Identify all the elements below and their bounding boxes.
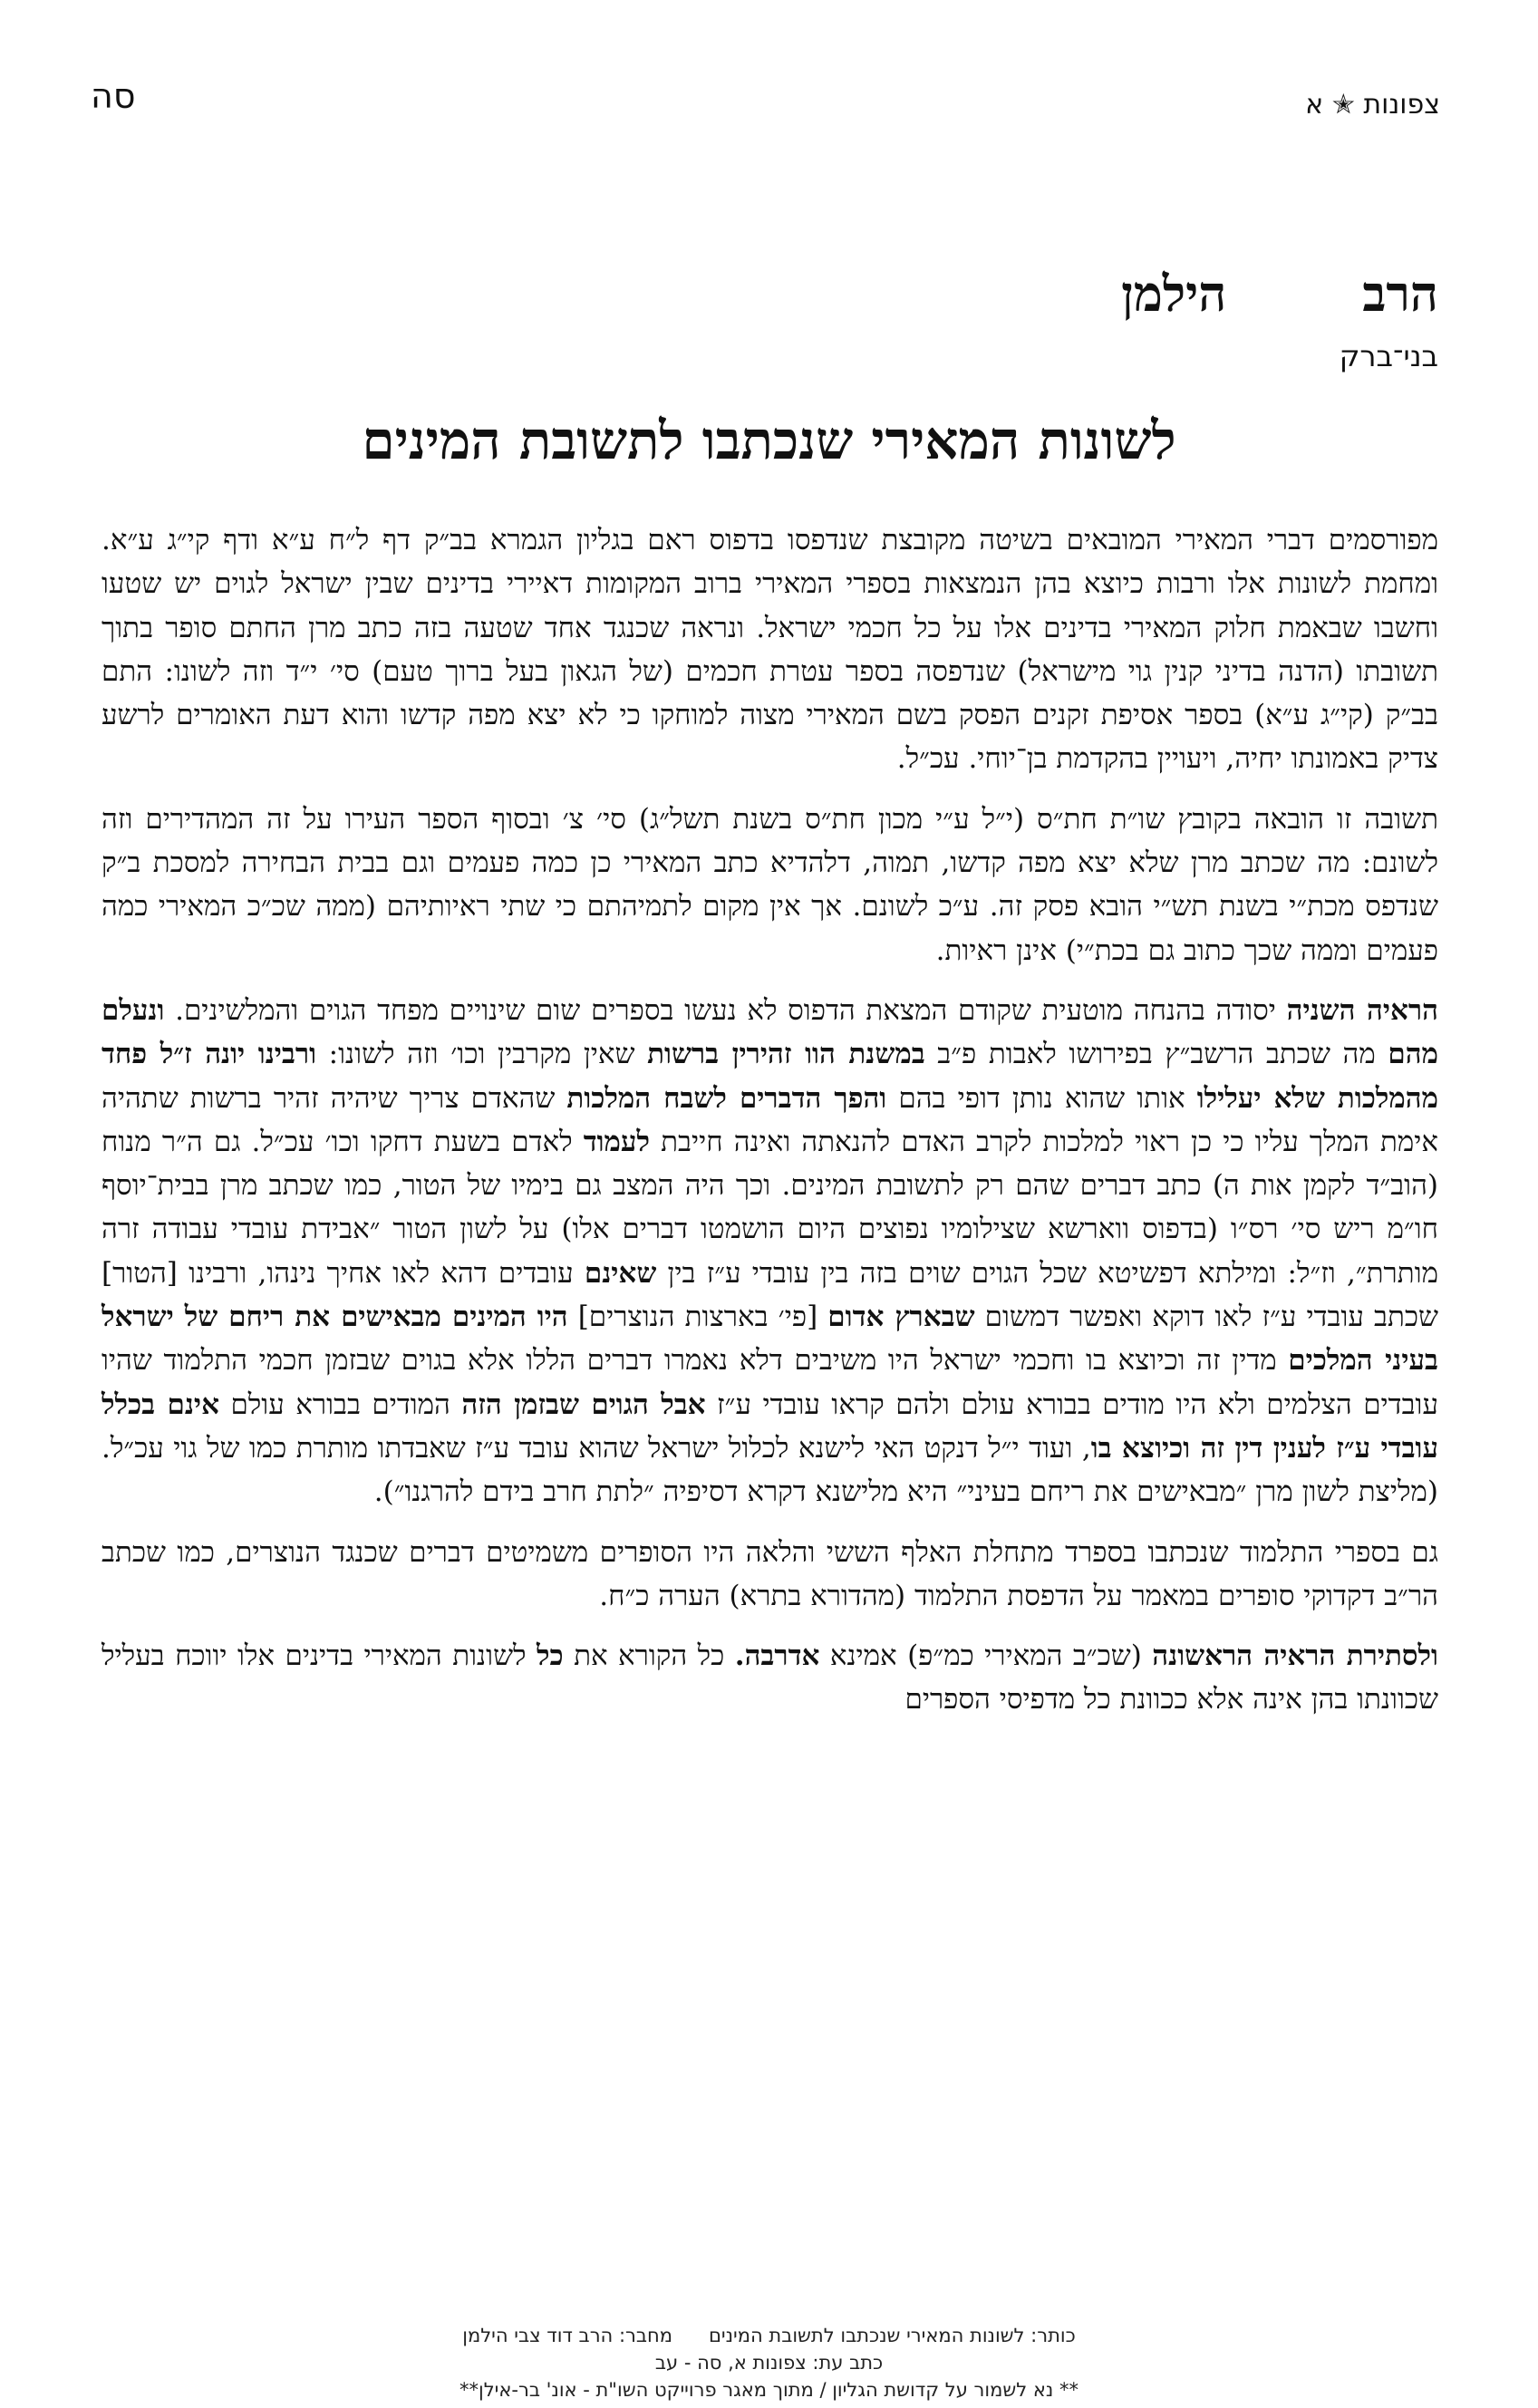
bold-phrase: שבארץ אדום bbox=[827, 1301, 975, 1334]
footer-journal: כתב עת: צפונות א, סה - עב bbox=[654, 2352, 884, 2374]
citation-footer bbox=[0, 2322, 1538, 2403]
paragraph bbox=[102, 1634, 1438, 1722]
text-run: [פי׳ בארצות הנוצרים] bbox=[567, 1301, 828, 1334]
bold-phrase: היו המינים מבאישים את ריחם של ישראל בעיני המלכים bbox=[102, 1301, 1439, 1378]
bold-phrase: הראיה הראשונה bbox=[1152, 1639, 1336, 1673]
article-body bbox=[102, 518, 1438, 1738]
paragraph bbox=[102, 798, 1438, 972]
text-run: לשונות המאירי בדינים אלו יווכח בעליל שכוונתו בהן אינה אלא ככוונת כל מדפיסי הספרים bbox=[102, 1639, 1438, 1717]
page-number: סה bbox=[91, 76, 136, 116]
bold-phrase: והפך הדברים לשבח המלכות bbox=[566, 1081, 887, 1115]
author-location: בני־ברק bbox=[1339, 339, 1438, 374]
running-title: צפונות ✭ א bbox=[1305, 89, 1440, 121]
text-run: כל הקורא את bbox=[563, 1639, 735, 1673]
footer-line-1 bbox=[0, 2322, 1538, 2349]
bold-phrase: אבל הגוים שבזמן הזה bbox=[461, 1388, 706, 1421]
author-block bbox=[931, 267, 1438, 373]
text-run: גם בספרי התלמוד שנכתבו בספרד מתחלת האלף הששי והלאה היו הסופרים משמיטים דברים שכנגד הנוצרים, כמו שכתב הר״ב דקדוקי סופרים במאמר על הדפסת התלמוד (מהדורא בתרא) הערה כ״ח. bbox=[102, 1535, 1438, 1612]
author-title: הרב bbox=[1362, 265, 1438, 323]
bold-phrase: אדרבה. bbox=[734, 1639, 820, 1673]
bold-phrase: ונעלם מהם bbox=[102, 993, 1438, 1071]
text-run: (שכ״ב המאירי כמ״פ) אמינא bbox=[819, 1639, 1153, 1673]
author-surname: הילמן bbox=[1121, 265, 1227, 323]
bold-phrase: כל bbox=[536, 1639, 564, 1673]
bold-phrase: ולסתירת bbox=[1335, 1639, 1438, 1673]
bold-phrase: ורבינו יונה ז״ל פחד מהמלכות שלא יעלילו bbox=[102, 1038, 1438, 1115]
bold-phrase: שאינם bbox=[584, 1256, 657, 1290]
text-run: לאדם בשעת דחקו וכו׳ עכ״ל. גם ה״ר מנוח (הוב״ד לקמן אות ה) כתב דברים שהם רק לתשובת המינים. וכך היה המצב גם בימיו של הטור, כמו שכתב מרן בבית־יוסף חו״מ ריש סי׳ רס״ו (בדפוס ווארשא שצילומיו נפוצים היום הושמטו דברים אלו) על לשון הטור ״אבידת עובדי עבודה זרה מותרת״, וז״ל: ומילתא דפשיטא שכל הגוים שוים בזה בין עובדי ע״ז בין bbox=[102, 1125, 1439, 1290]
text-run: מדין זה וכיוצא בו וחכמי ישראל היו משיבים דלא נאמרו דברים הללו אלא בגוים שבזמן חכמי התלמוד שהיו עובדים הצלמים ולא היו מודים בבורא עולם ולהם קראו עובדי ע״ז bbox=[102, 1344, 1438, 1421]
text-run: שהאדם צריך שיהיה זהיר ברשות שתהיה אימת המלך עליו כי כן ראוי למלכות לקרב האדם להנאתה ואינה חייבת bbox=[102, 1081, 1438, 1158]
text-run: שאין מקרבין וכו׳ וזה לשונו: bbox=[316, 1038, 648, 1071]
text-run: עובדים דהא לאו אחיך נינהו, ורבינו [הטור] שכתב עובדי ע״ז לאו דוקא ואפשר דמשום bbox=[102, 1256, 1438, 1334]
bold-phrase: במשנת הוו זהירין ברשות bbox=[647, 1038, 925, 1071]
paragraph bbox=[102, 518, 1438, 781]
paragraph bbox=[102, 1531, 1438, 1619]
bold-phrase: אינם בכלל עובדי ע״ז לענין דין זה וכיוצא בו bbox=[102, 1388, 1439, 1465]
article-title: לשונות המאירי שנכתבו לתשובת המינים bbox=[362, 410, 1176, 471]
footer-title: כותר: לשונות המאירי שנכתבו לתשובת המינים bbox=[709, 2325, 1076, 2346]
text-run: תשובה זו הובאה בקובץ שו״ת חת״ס (י״ל ע״י מכון חת״ס בשנת תשל״ג) סי׳ צ׳ ובסוף הספר העירו על זה המהדירים וזה לשונם: מה שכתב מרן שלא יצא מפה קדשו, תמוה, דלהדיא כתב המאירי כן כמה פעמים וגם בבית הבחירה למסכת ב״ק שנדפס מכת״י בשנת תש״י הובא פסק זה. ע״כ לשונם. אך אין מקום לתמיהתם כי שתי ראיותיהם (ממה שכ״כ המאירי כמה פעמים וממה שכך כתוב גם בכת״י) אינן ראיות. bbox=[102, 802, 1438, 967]
text-run: , ועוד י״ל דנקט האי לישנא לכלול ישראל שהוא עובד ע״ז שאבדתו מותרת כמו של גוי עכ״ל. (מליצת לשון מרן ״מבאישים את ריחם בעיני״ היא מלישנא דקרא דסיפיה ״לתת חרב בידם להרגנו״). bbox=[102, 1431, 1438, 1509]
footer-author: מחבר: הרב דוד צבי הילמן bbox=[462, 2325, 672, 2346]
footer-notice: ** נא לשמור על קדושת הגליון / מתוך מאגר פרוייקט השו"ת - אונ' בר-אילן** bbox=[459, 2379, 1079, 2401]
text-run: מפורסמים דברי המאירי המובאים בשיטה מקובצת שנדפסו בדפוס ראם בגליון הגמרא בב״ק דף ל״ח ע״א ודף קי״ג ע״א. ומחמת לשונות אלו ורבות כיוצא בהן הנמצאות בספרי המאירי ברוב המקומות דאיירי בדינים שבין ישראל לגוים יש שטעו וחשבו שבאמת חלוק המאירי בדינים אלו על כל חכמי ישראל. ונראה שכנגד אחד שטעה בזה כתב מרן החתם סופר בתוך תשובתו (הדנה בדיני קנין גוי מישראל) שנדפסה בספר עטרת חכמים (של הגאון בעל ברוך טעם) סי׳ י״ד וזה לשונו: התם בב״ק (קי״ג ע״א) בספר אסיפת זקנים הפסק בשם המאירי מצוה למוחקו כי לא יצא מפה קדשו והוא דעת האומרים לרשע צדיק באמונתו יחיה, ויעויין בהקדמת בן־יוחי. עכ״ל. bbox=[102, 524, 1438, 776]
bold-phrase: לעמוד bbox=[583, 1125, 650, 1158]
text-run: המודים בבורא עולם bbox=[218, 1388, 462, 1421]
text-run: יסודה בהנחה מוטעית שקודם המצאת הדפוס לא נעשו בספרים שום שינויים מפחד הגוים והמלשינים. bbox=[164, 993, 1287, 1027]
bold-phrase: הראיה השניה bbox=[1286, 993, 1438, 1027]
author-name bbox=[931, 267, 1438, 321]
text-run: אותו שהוא נותן דופי בהם bbox=[886, 1081, 1197, 1115]
text-run: מה שכתב הרשב״ץ בפירושו לאבות פ״ב bbox=[924, 1038, 1388, 1071]
paragraph bbox=[102, 989, 1438, 1514]
